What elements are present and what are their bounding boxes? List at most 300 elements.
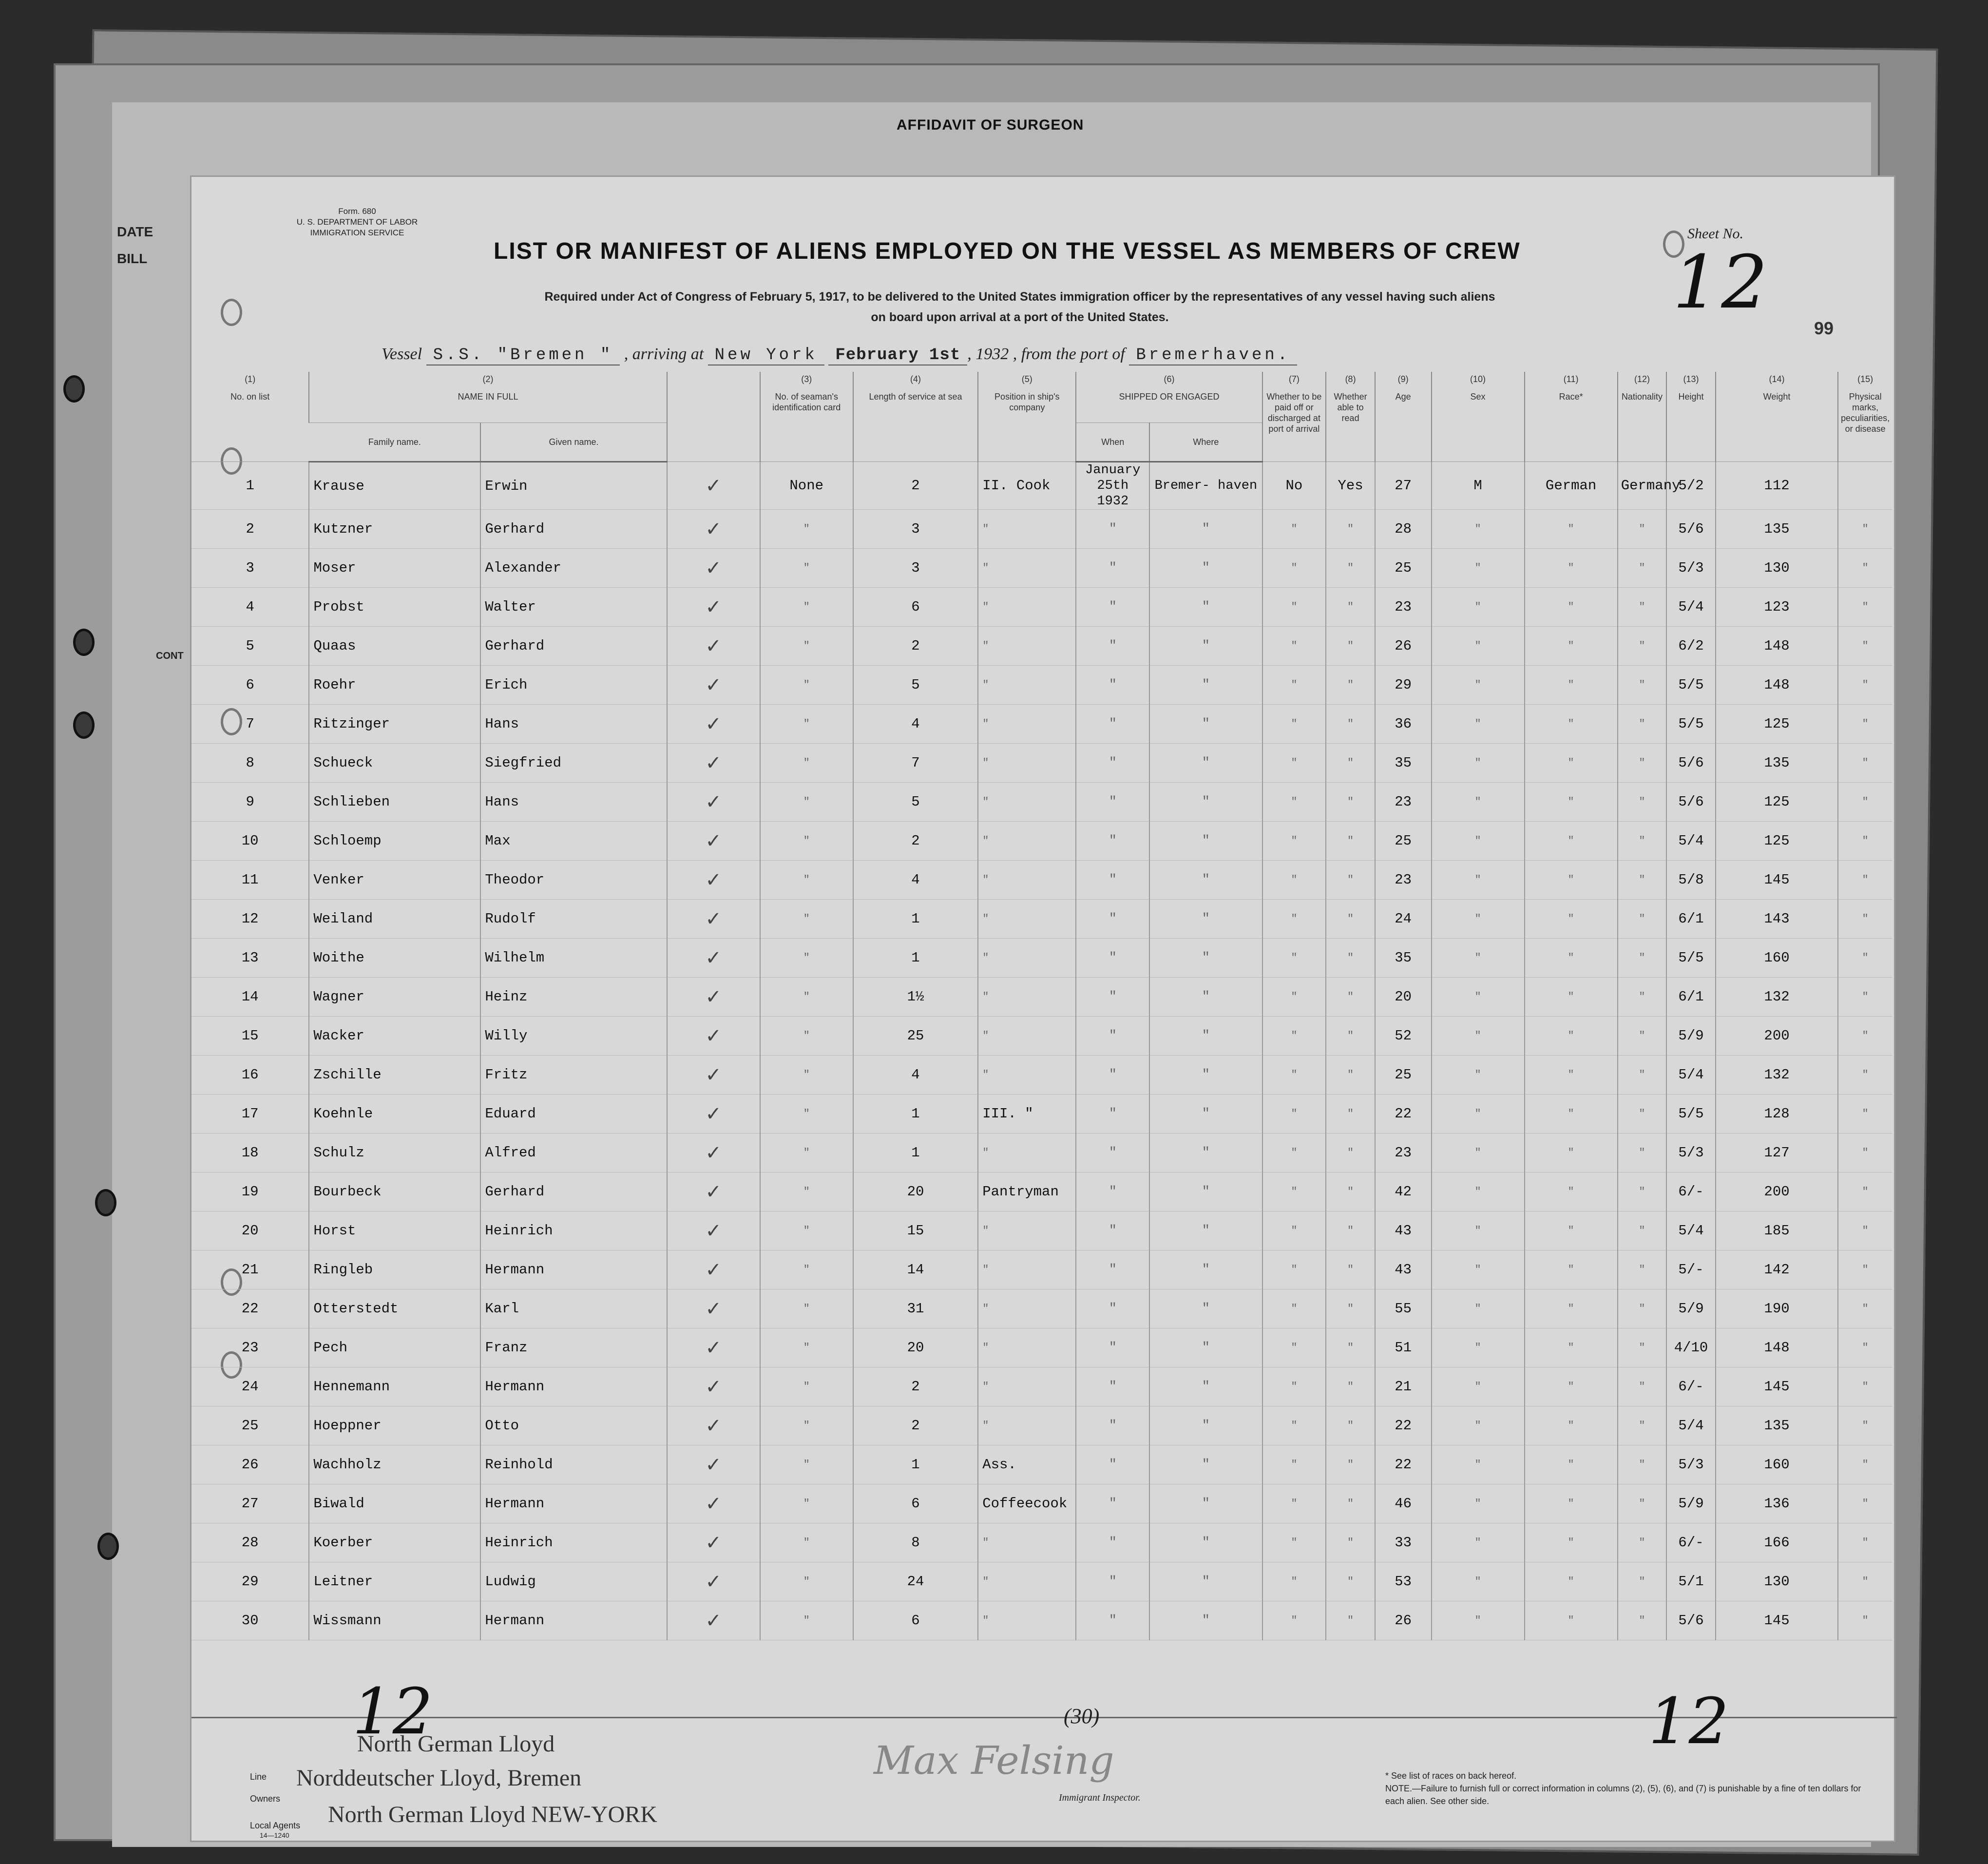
col-family-name: Ringleb [309,1250,480,1289]
col-where: " [1149,1601,1262,1640]
col-num: (9) [1375,372,1432,389]
sheet-number: 12 [1673,240,1770,325]
col-position: " [978,1250,1076,1289]
col-check [667,1056,760,1095]
col-nationality: Germany [1618,462,1667,510]
col-position: " [978,1562,1076,1601]
col-nationality: " [1618,1523,1667,1562]
binder-hole [73,629,95,656]
col-given-name: Willy [480,1017,667,1056]
col-given-name: Hans [480,783,667,822]
col-race: " [1525,1562,1618,1601]
header-family-name: Family name. [309,423,480,462]
col-height: 5/4 [1666,822,1716,861]
col-sex: " [1432,549,1525,588]
table-row [191,549,1892,588]
crew-table-body [191,462,1892,1640]
col-paid-off: " [1262,783,1326,822]
col-when: " [1076,1056,1149,1095]
col-physical: " [1838,1095,1892,1134]
arrival-date: February 1st [828,346,967,365]
col-when: " [1076,666,1149,705]
header-seaman-card: No. of seaman's identification card [760,389,853,462]
col-where: " [1149,1523,1262,1562]
col-where: " [1149,1289,1262,1328]
col-check [667,783,760,822]
col-nationality: " [1618,1562,1667,1601]
col-when: " [1076,705,1149,744]
col-age: 24 [1375,900,1432,939]
checkmark-icon: ✓ [705,1414,722,1437]
col-able-read: " [1326,627,1375,666]
col-paid-off: " [1262,627,1326,666]
col-family-name: Koehnle [309,1095,480,1134]
col-able-read: " [1326,822,1375,861]
col-family-name: Schueck [309,744,480,783]
col-where: " [1149,1367,1262,1406]
col-weight: 148 [1716,666,1838,705]
col-position: " [978,783,1076,822]
col-paid-off: " [1262,588,1326,627]
checkmark-icon: ✓ [705,1375,722,1398]
col-family-name: Schulz [309,1134,480,1172]
col-where: " [1149,510,1262,549]
col-nationality: " [1618,822,1667,861]
col-weight: 125 [1716,783,1838,822]
col-paid-off: " [1262,1484,1326,1523]
checkmark-icon: ✓ [705,596,722,618]
col-check [667,588,760,627]
from-port-label: , from the port of [1013,345,1125,363]
col-height: 4/10 [1666,1328,1716,1367]
col-weight: 136 [1716,1484,1838,1523]
col-able-read: " [1326,1017,1375,1056]
checkmark-icon: ✓ [705,1297,722,1320]
col-given-name: Eduard [480,1095,667,1134]
col-check [667,939,760,978]
col-height: 5/5 [1666,705,1716,744]
binder-hole [221,299,242,326]
table-row [191,900,1892,939]
manifest-footer [191,1674,1897,1845]
back-label-cont: CONT [156,651,184,661]
col-physical: " [1838,783,1892,822]
col-seaman-card: " [760,1289,853,1328]
col-able-read: " [1326,861,1375,900]
col-able-read: " [1326,1601,1375,1640]
col-age: 43 [1375,1211,1432,1250]
col-sex: " [1432,705,1525,744]
col-family-name: Hennemann [309,1367,480,1406]
col-no: 27 [191,1484,309,1523]
col-no: 21 [191,1250,309,1289]
header-when: When [1076,423,1149,462]
col-physical: " [1838,1328,1892,1367]
col-race: " [1525,1406,1618,1445]
col-race: " [1525,510,1618,549]
col-height: 6/- [1666,1367,1716,1406]
crew-manifest-sheet [190,175,1895,1842]
col-height: 5/6 [1666,1601,1716,1640]
header-sex: Sex [1432,389,1525,462]
col-able-read: " [1326,510,1375,549]
col-nationality: " [1618,1250,1667,1289]
col-check [667,744,760,783]
col-height: 6/2 [1666,627,1716,666]
col-no: 26 [191,1445,309,1484]
col-check [667,1017,760,1056]
col-race: " [1525,861,1618,900]
checkmark-icon: ✓ [705,1453,722,1476]
col-length-service: 4 [853,861,978,900]
col-check [667,861,760,900]
page-title: LIST OR MANIFEST OF ALIENS EMPLOYED ON THE VESSEL AS MEMBERS OF CREW [494,238,1521,264]
col-position: III. " [978,1095,1076,1134]
col-length-service: 24 [853,1562,978,1601]
col-weight: 112 [1716,462,1838,510]
col-nationality: " [1618,1484,1667,1523]
col-able-read: " [1326,978,1375,1017]
col-check [667,666,760,705]
checkmark-icon: ✓ [705,1141,722,1164]
col-given-name: Heinrich [480,1211,667,1250]
col-position: " [978,978,1076,1017]
table-row [191,1095,1892,1134]
col-paid-off: " [1262,1445,1326,1484]
checkmark-icon: ✓ [705,985,722,1008]
col-num: (12) [1618,372,1667,389]
col-weight: 127 [1716,1134,1838,1172]
col-sex: " [1432,783,1525,822]
col-height: 5/4 [1666,1211,1716,1250]
col-nationality: " [1618,705,1667,744]
col-paid-off: " [1262,1328,1326,1367]
col-paid-off: " [1262,1406,1326,1445]
col-race: " [1525,1328,1618,1367]
col-where: " [1149,1445,1262,1484]
col-no: 17 [191,1095,309,1134]
col-seaman-card: " [760,1328,853,1367]
col-sex: " [1432,939,1525,978]
checkmark-icon: ✓ [705,712,722,735]
col-family-name: Koerber [309,1523,480,1562]
col-when: " [1076,900,1149,939]
col-check [667,510,760,549]
col-family-name: Schlieben [309,783,480,822]
col-paid-off: " [1262,1523,1326,1562]
col-length-service: 5 [853,783,978,822]
table-row [191,1211,1892,1250]
col-seaman-card: " [760,1601,853,1640]
col-physical: " [1838,1289,1892,1328]
col-race: " [1525,1172,1618,1211]
col-age: 21 [1375,1367,1432,1406]
footer-notes [1385,1769,1873,1807]
col-age: 23 [1375,783,1432,822]
stamp-number: 99 [1814,318,1834,338]
col-check [667,1367,760,1406]
col-when: " [1076,939,1149,978]
race-note: * See list of races on back hereof. [1385,1771,1517,1781]
col-physical: " [1838,1367,1892,1406]
col-paid-off: " [1262,939,1326,978]
col-position: Pantryman [978,1172,1076,1211]
form-code: 14—1240 [260,1831,289,1839]
col-num [667,372,760,389]
col-when: January 25th 1932 [1076,462,1149,510]
col-race: " [1525,1289,1618,1328]
col-given-name: Reinhold [480,1445,667,1484]
col-where: " [1149,705,1262,744]
col-age: 22 [1375,1445,1432,1484]
col-where: " [1149,978,1262,1017]
col-height: 6/- [1666,1523,1716,1562]
col-race: " [1525,744,1618,783]
col-family-name: Leitner [309,1562,480,1601]
departure-port: Bremerhaven. [1129,346,1297,365]
col-sex: " [1432,978,1525,1017]
col-nationality: " [1618,1445,1667,1484]
col-no: 7 [191,705,309,744]
col-age: 26 [1375,627,1432,666]
col-physical: " [1838,822,1892,861]
header-where: Where [1149,423,1262,462]
col-num: (5) [978,372,1076,389]
col-check [667,978,760,1017]
col-weight: 143 [1716,900,1838,939]
col-race: " [1525,1523,1618,1562]
col-when: " [1076,861,1149,900]
col-num: (15) [1838,372,1892,389]
col-height: 5/9 [1666,1017,1716,1056]
col-no: 24 [191,1367,309,1406]
col-age: 23 [1375,588,1432,627]
col-family-name: Wagner [309,978,480,1017]
header-given-name: Given name. [480,423,667,462]
col-nationality: " [1618,1211,1667,1250]
col-age: 23 [1375,861,1432,900]
col-able-read: " [1326,1484,1375,1523]
col-age: 26 [1375,1601,1432,1640]
binder-hole [63,375,85,403]
col-nationality: " [1618,1367,1667,1406]
col-seaman-card: None [760,462,853,510]
col-paid-off: " [1262,705,1326,744]
table-row [191,1289,1892,1328]
col-height: 6/- [1666,1172,1716,1211]
col-num: (11) [1525,372,1618,389]
col-no: 29 [191,1562,309,1601]
col-height: 5/6 [1666,744,1716,783]
col-family-name: Roehr [309,666,480,705]
col-able-read: " [1326,1406,1375,1445]
handwritten-sheet-number-left: 12 [352,1674,433,1749]
col-seaman-card: " [760,1523,853,1562]
col-position: " [978,627,1076,666]
col-length-service: 2 [853,1406,978,1445]
col-sex: " [1432,1211,1525,1250]
col-length-service: 31 [853,1289,978,1328]
col-height: 5/9 [1666,1289,1716,1328]
table-row [191,627,1892,666]
col-paid-off: " [1262,822,1326,861]
checkmark-icon: ✓ [705,1336,722,1359]
table-row [191,1172,1892,1211]
col-no: 23 [191,1328,309,1367]
owners-stamp: Norddeutscher Lloyd, Bremen [296,1765,582,1791]
header-age: Age [1375,389,1432,462]
col-no: 22 [191,1289,309,1328]
col-when: " [1076,1484,1149,1523]
col-length-service: 1 [853,1445,978,1484]
col-seaman-card: " [760,822,853,861]
col-physical: " [1838,744,1892,783]
col-age: 36 [1375,705,1432,744]
col-weight: 132 [1716,1056,1838,1095]
col-position: " [978,1017,1076,1056]
col-race: " [1525,900,1618,939]
col-family-name: Hoeppner [309,1406,480,1445]
col-position: " [978,666,1076,705]
col-family-name: Pech [309,1328,480,1367]
col-where: " [1149,1095,1262,1134]
table-row [191,978,1892,1017]
col-height: 5/5 [1666,666,1716,705]
checkmark-icon: ✓ [705,868,722,891]
col-seaman-card: " [760,705,853,744]
col-weight: 166 [1716,1523,1838,1562]
col-weight: 148 [1716,1328,1838,1367]
col-sex: " [1432,1523,1525,1562]
col-physical: " [1838,1562,1892,1601]
col-paid-off: " [1262,549,1326,588]
col-height: 5/4 [1666,1056,1716,1095]
header-row-1 [191,389,1892,423]
col-nationality: " [1618,1172,1667,1211]
col-paid-off: " [1262,1367,1326,1406]
col-family-name: Otterstedt [309,1289,480,1328]
header-nationality: Nationality [1618,389,1667,462]
col-position: Ass. [978,1445,1076,1484]
col-given-name: Franz [480,1328,667,1367]
table-row [191,705,1892,744]
col-weight: 135 [1716,510,1838,549]
col-when: " [1076,822,1149,861]
col-length-service: 1 [853,1134,978,1172]
col-height: 5/1 [1666,1562,1716,1601]
col-length-service: 2 [853,1367,978,1406]
col-num: (6) [1076,372,1262,389]
col-position: " [978,1211,1076,1250]
col-paid-off: " [1262,1134,1326,1172]
col-height: 5/6 [1666,783,1716,822]
col-position: Coffeecook [978,1484,1076,1523]
col-length-service: 6 [853,588,978,627]
col-no: 13 [191,939,309,978]
col-weight: 123 [1716,588,1838,627]
checkmark-icon: ✓ [705,1219,722,1242]
col-age: 35 [1375,939,1432,978]
table-row [191,1134,1892,1172]
col-length-service: 8 [853,1523,978,1562]
col-where: " [1149,1211,1262,1250]
col-physical: " [1838,666,1892,705]
col-age: 27 [1375,462,1432,510]
owners-label: Owners [250,1794,281,1804]
col-position: " [978,822,1076,861]
crew-table-wrap [191,372,1897,1640]
checkmark-icon: ✓ [705,1609,722,1632]
col-race: " [1525,627,1618,666]
col-race: " [1525,666,1618,705]
col-height: 6/1 [1666,978,1716,1017]
col-age: 35 [1375,744,1432,783]
col-paid-off: " [1262,744,1326,783]
col-where: " [1149,900,1262,939]
col-when: " [1076,1562,1149,1601]
col-seaman-card: " [760,1211,853,1250]
crew-total: (30) [1064,1704,1100,1728]
col-position: " [978,939,1076,978]
col-physical: " [1838,900,1892,939]
col-when: " [1076,1017,1149,1056]
col-no: 30 [191,1601,309,1640]
col-weight: 145 [1716,1601,1838,1640]
col-weight: 125 [1716,705,1838,744]
col-seaman-card: " [760,1134,853,1172]
col-able-read: " [1326,1211,1375,1250]
checkmark-icon: ✓ [705,518,722,540]
arriving-port: New York [708,346,824,365]
col-weight: 135 [1716,1406,1838,1445]
col-physical: " [1838,1172,1892,1211]
col-nationality: " [1618,666,1667,705]
col-given-name: Gerhard [480,510,667,549]
col-when: " [1076,1406,1149,1445]
col-when: " [1076,549,1149,588]
col-able-read: " [1326,549,1375,588]
col-length-service: 2 [853,822,978,861]
col-position: " [978,1406,1076,1445]
col-check [667,1211,760,1250]
col-seaman-card: " [760,1250,853,1289]
col-family-name: Wissmann [309,1601,480,1640]
col-where: " [1149,1172,1262,1211]
col-no: 6 [191,666,309,705]
col-height: 5/6 [1666,510,1716,549]
table-row [191,1601,1892,1640]
col-physical: " [1838,939,1892,978]
form-meta [255,206,459,238]
col-age: 33 [1375,1523,1432,1562]
col-seaman-card: " [760,1445,853,1484]
col-nationality: " [1618,1095,1667,1134]
col-physical: " [1838,549,1892,588]
header-check [667,389,760,462]
checkmark-icon: ✓ [705,1024,722,1047]
col-family-name: Woithe [309,939,480,978]
col-paid-off: " [1262,1017,1326,1056]
checkmark-icon: ✓ [705,1531,722,1554]
col-height: 5/3 [1666,1445,1716,1484]
back-label-date: DATE [117,224,153,239]
col-seaman-card: " [760,1484,853,1523]
col-weight: 128 [1716,1095,1838,1134]
col-paid-off: " [1262,510,1326,549]
agents-stamp: North German Lloyd NEW-YORK [328,1802,657,1827]
col-weight: 135 [1716,744,1838,783]
col-paid-off: " [1262,666,1326,705]
